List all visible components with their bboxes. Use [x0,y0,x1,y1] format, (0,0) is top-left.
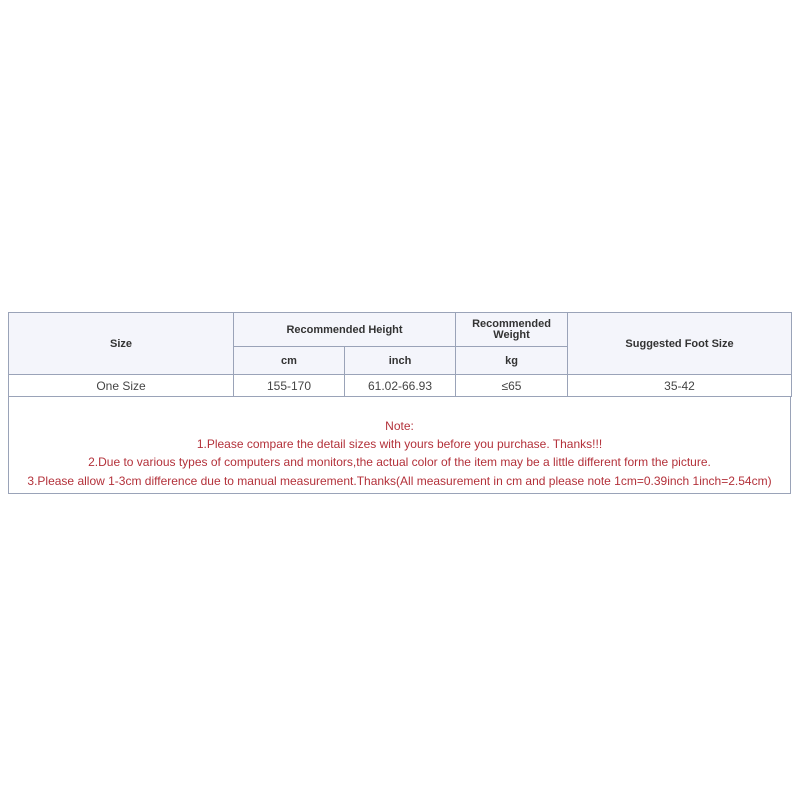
recommended-weight-header: Recommended Weight [456,313,568,347]
header-row [9,313,792,347]
foot-size-cell: 35-42 [568,375,792,397]
inch-header: inch [345,347,456,375]
table-row [9,375,792,397]
height-cm-cell: 155-170 [234,375,345,397]
size-chart [8,312,791,494]
note-title: Note: [385,419,414,433]
suggested-foot-size-header: Suggested Foot Size [568,313,792,375]
size-table [8,312,792,397]
notes-box [8,397,791,494]
note-line-2: 2.Due to various types of computers and monitors,the actual color of the item may be a little different form the picture. [88,455,711,470]
recommended-height-header: Recommended Height [234,313,456,347]
size-cell: One Size [9,375,234,397]
note-line-3: 3.Please allow 1-3cm difference due to manual measurement.Thanks(All measurement in cm and please note 1cm=0.39inch 1inch=2.54cm) [27,473,772,488]
height-inch-cell: 61.02-66.93 [345,375,456,397]
note-line-1: 1.Please compare the detail sizes with yours before you purchase. Thanks!!! [196,437,603,452]
weight-kg-cell: ≤65 [456,375,568,397]
size-header: Size [9,313,234,375]
kg-header: kg [456,347,568,375]
cm-header: cm [234,347,345,375]
